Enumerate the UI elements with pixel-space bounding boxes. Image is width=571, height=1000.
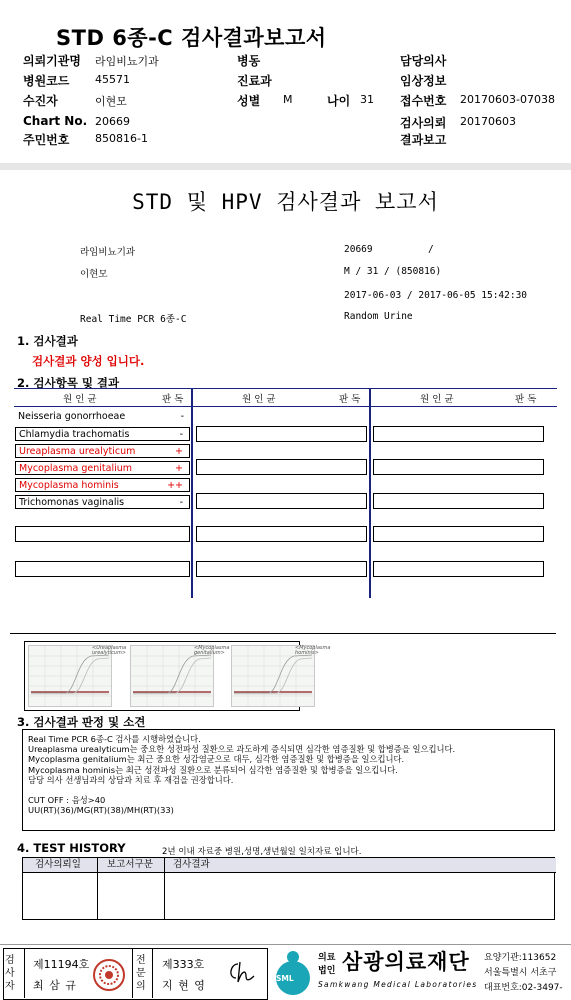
col-judgement-2: 판 독	[339, 394, 361, 405]
history-table	[22, 857, 555, 920]
col-organism-2: 원 인 균	[242, 394, 276, 405]
sex-age: M / 31 / (850816)	[344, 266, 442, 277]
examiner-label: 검사자	[5, 955, 15, 992]
findings-box	[22, 729, 555, 831]
col-organism-1: 원 인 균	[63, 394, 97, 405]
section-3-title: 3. 검사결과 판정 및 소견	[17, 715, 146, 729]
column-divider	[191, 388, 193, 598]
column-divider	[97, 858, 98, 919]
history-note: 2년 이내 자료중 병원,성명,생년월일 일치자료 입니다.	[162, 847, 362, 857]
header-field-value: 45571	[95, 73, 130, 86]
header-field-label: 주민번호	[23, 133, 70, 147]
org-address: 서울특별시 서초구	[484, 968, 557, 978]
organism-name: Chlamydia trachomatis	[19, 429, 130, 440]
header-field-value: 20669	[95, 115, 130, 128]
findings-line: Ureaplasma urealyticum는 중요한 성전파성 질환으로 과도하게 증식되면 심각한 염증질환 및 합병증을 일으킵니다.	[28, 744, 456, 755]
specialist-license: 제333호	[162, 958, 205, 971]
col-judgement-1: 판 독	[162, 394, 184, 405]
findings-line: Real Time PCR 6종-C 검사를 시행하였습니다.	[28, 734, 201, 744]
organism-name: Ureaplasma urealyticum	[19, 446, 136, 457]
signature-icon	[224, 956, 260, 988]
empty-cell	[373, 459, 544, 475]
org-prefix-bottom: 법인	[318, 966, 336, 976]
organism-row	[18, 410, 190, 424]
header-field-label: 진료과	[237, 74, 272, 88]
organism-name: Neisseria gonorrhoeae	[18, 411, 126, 422]
organism-name: Mycoplasma genitalium	[19, 463, 133, 474]
patient-name: 이현모	[80, 269, 108, 280]
organism-result: +	[175, 446, 183, 457]
organism-result: +	[175, 463, 183, 474]
empty-cell	[196, 561, 367, 577]
organism-name: Trichomonas vaginalis	[19, 497, 125, 508]
divider	[10, 633, 556, 634]
header-field-label: 병동	[237, 54, 261, 68]
sml-logo-text: SML	[276, 974, 294, 983]
empty-cell	[373, 526, 544, 542]
organism-row	[15, 427, 190, 441]
empty-cell	[196, 459, 367, 475]
header-field-value: 31	[360, 93, 374, 106]
section-4-title: 4. TEST HISTORY	[17, 841, 126, 855]
header-field-label: 결과보고	[400, 133, 447, 147]
column-divider	[164, 858, 165, 919]
header-field-label: Chart No.	[23, 114, 88, 128]
organism-result: ++	[167, 480, 183, 491]
divider	[0, 944, 571, 945]
empty-cell	[373, 426, 544, 442]
org-prefix-top: 의료	[318, 953, 336, 963]
graph-label: <Ureaplasma urealyticum>	[92, 645, 127, 656]
footer	[0, 944, 571, 1000]
organism-result: -	[179, 497, 183, 508]
report-title: STD 및 HPV 검사결과 보고서	[132, 190, 439, 214]
header-field-label: 임상정보	[400, 74, 447, 88]
graph-label: <Mycoplasma genitalium>	[194, 645, 230, 656]
column-divider	[369, 388, 371, 598]
header-field-value: 20170603-07038	[460, 93, 555, 106]
organism-name: Mycoplasma hominis	[19, 480, 119, 491]
org-name: 삼광의료재단	[342, 950, 470, 974]
header-field-value: 850816-1	[95, 132, 148, 145]
specialist-name: 지 현 영	[162, 979, 206, 992]
examiner-seal-icon	[93, 959, 125, 991]
header-field-value: 라임비뇨기과	[95, 55, 159, 68]
findings-line: UU(RT)(36)/MG(RT)(38)/MH(RT)(33)	[28, 805, 174, 816]
empty-cell	[196, 493, 367, 509]
organism-row	[15, 478, 190, 492]
header-field-label: 검사의뢰	[400, 116, 447, 130]
organism-row	[15, 495, 190, 509]
findings-line: 담당 의사 선생님과의 상담과 치료 후 재검을 권장합니다.	[28, 774, 234, 785]
examiner-name: 최 삼 규	[33, 979, 77, 992]
header-field-label: 담당의사	[400, 54, 447, 68]
section-2-title: 2. 검사항목 및 결과	[17, 376, 120, 390]
header-field-label: 성별	[237, 94, 261, 108]
divider	[24, 948, 25, 998]
divider	[152, 948, 153, 998]
specimen: Random Urine	[344, 311, 413, 322]
empty-cell	[373, 561, 544, 577]
header-field-label: 의뢰기관명	[23, 54, 81, 68]
findings-line: CUT OFF : 음성>40	[28, 795, 106, 806]
header-field-value: 이현모	[95, 95, 127, 108]
empty-cell	[196, 526, 367, 542]
clinic-name: 라임비뇨기과	[80, 247, 136, 258]
history-header-row	[23, 858, 556, 873]
examiner-license: 제11194호	[33, 958, 90, 971]
report-header-title: STD 6종-C 검사결과보고서	[56, 26, 327, 50]
empty-cell	[373, 493, 544, 509]
history-col-type: 보고서구분	[107, 859, 153, 870]
organism-result: -	[180, 411, 184, 422]
organism-row	[15, 461, 190, 475]
chart-number: 20669	[344, 244, 373, 255]
findings-line: Mycoplasma hominis는 최근 성전파성 질환으로 분류되어 심각한 염증질환 및 합병증을 일으킵니다.	[28, 764, 398, 775]
section-1-title: 1. 검사결과	[17, 334, 78, 348]
empty-cell	[196, 426, 367, 442]
empty-cell	[15, 561, 190, 577]
history-col-result: 검사결과	[173, 859, 210, 870]
findings-line	[28, 785, 554, 795]
org-phone: 대표번호:02-3497-	[484, 983, 563, 993]
chart-slash: /	[428, 244, 434, 255]
header-field-value: M	[283, 93, 293, 106]
header-field-label: 나이	[327, 94, 351, 108]
org-english-name: Samkwang Medical Laboratories	[318, 980, 478, 989]
specialist-label: 전문의	[136, 955, 146, 992]
col-judgement-3: 판 독	[515, 394, 537, 405]
header-field-label: 병원코드	[23, 74, 70, 88]
report-dates: 2017-06-03 / 2017-06-05 15:42:30	[344, 290, 528, 301]
divider	[0, 163, 571, 170]
result-summary: 검사결과 양성 입니다.	[32, 354, 145, 368]
findings-line: Mycoplasma genitalium는 최근 중요한 성감염균으로 대두, 심각한 염증질환 및 합병증을 일으킵니다.	[28, 754, 405, 765]
header-field-label: 수진자	[23, 94, 58, 108]
history-col-date: 검사의뢰일	[35, 859, 81, 870]
header-field-label: 접수번호	[400, 94, 447, 108]
organism-result: -	[179, 429, 183, 440]
sml-logo-icon	[270, 948, 316, 998]
graph-label: <Mycoplasma hominis>	[295, 645, 331, 656]
divider	[132, 948, 133, 998]
organism-row	[15, 444, 190, 458]
col-organism-3: 원 인 균	[420, 394, 454, 405]
header-field-value: 20170603	[460, 115, 516, 128]
org-code: 요양기관:113652	[484, 953, 557, 963]
test-name: Real Time PCR 6종-C	[80, 314, 187, 325]
empty-cell	[15, 526, 190, 542]
